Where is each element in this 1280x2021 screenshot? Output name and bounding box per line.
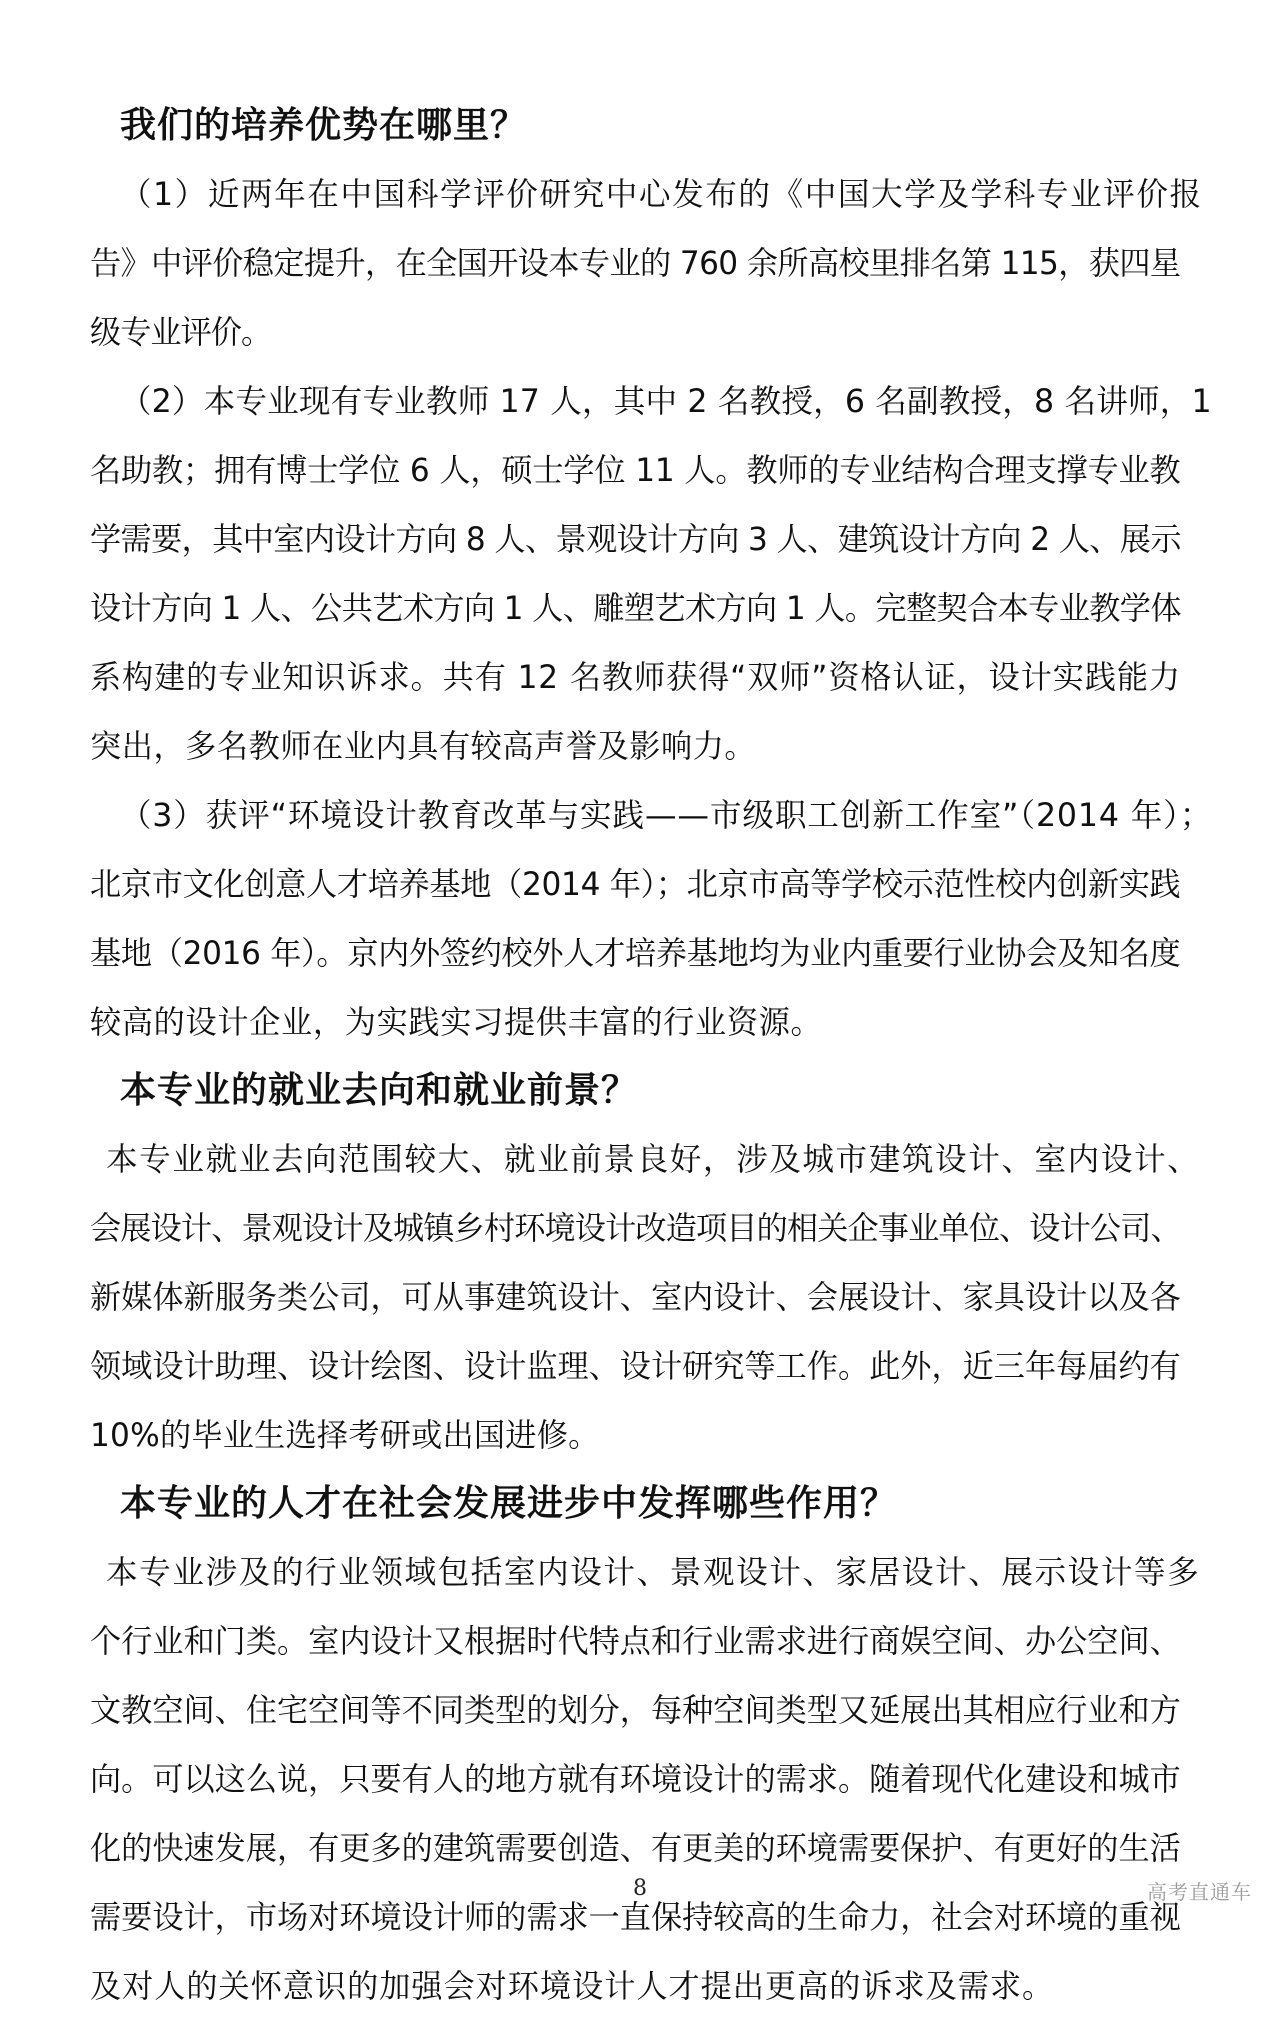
text-line: 突出，多名教师在业内具有较高声誉及影响力。 <box>90 727 757 765</box>
paragraph-advantage-2 <box>90 367 1240 781</box>
text-line: 会展设计、景观设计及城镇乡村环境设计改造项目的相关企事业单位、设计公司、 <box>90 1209 1181 1247</box>
paragraph-social-role <box>90 1538 1240 2021</box>
text-line: 需要设计，市场对环境设计师的需求一直保持较高的生命力，社会对环境的重视 <box>90 1898 1181 1936</box>
text-line: 基地（2016 年）。京内外签约校外人才培养基地均为业内重要行业协会及知名度 <box>90 934 1181 972</box>
text-line: 北京市文化创意人才培养基地（2014 年）；北京市高等学校示范性校内创新实践 <box>90 865 1181 903</box>
text-line: 本专业涉及的行业领域包括室内设计、景观设计、家居设计、展示设计等多 <box>106 1553 1201 1591</box>
text-line: （1）近两年在中国科学评价研究中心发布的《中国大学及学科专业评价报 <box>119 175 1203 213</box>
text-line: （3）获评“环境设计教育改革与实践——市级职工创新工作室”（2014 年）； <box>119 796 1213 834</box>
text-line: 名助教；拥有博士学位 6 人，硕士学位 11 人。教师的专业结构合理支撑专业教 <box>90 451 1181 489</box>
text-line: 个行业和门类。室内设计又根据时代特点和行业需求进行商娱空间、办公空间、 <box>90 1622 1181 1660</box>
text-line: 较高的设计企业，为实践实习提供丰富的行业资源。 <box>90 1003 823 1041</box>
text-line: 领域设计助理、设计绘图、设计监理、设计研究等工作。此外，近三年每届约有 <box>90 1347 1181 1385</box>
paragraph-employment <box>90 1125 1240 1470</box>
section-heading-advantages: 我们的培养优势在哪里？ <box>120 105 528 146</box>
text-line: 化的快速发展，有更多的建筑需要创造、有更美的环境需要保护、有更好的生活 <box>90 1829 1181 1867</box>
text-line: 10%的毕业生选择考研或出国进修。 <box>90 1416 600 1454</box>
section-heading-employment: 本专业的就业去向和就业前景？ <box>120 1070 639 1111</box>
text-line: 设计方向 1 人、公共艺术方向 1 人、雕塑艺术方向 1 人。完整契合本专业教学体 <box>90 589 1181 627</box>
watermark-text: 高考直通车 <box>1147 1880 1252 1904</box>
text-line: 及对人的关怀意识的加强会对环境设计人才提出更高的诉求及需求。 <box>90 1967 1055 2005</box>
text-line: 本专业就业去向范围较大、就业前景良好，涉及城市建筑设计、室内设计、 <box>106 1140 1201 1178</box>
text-line: 文教空间、住宅空间等不同类型的划分，每种空间类型又延展出其相应行业和方 <box>90 1691 1181 1729</box>
text-line: 系构建的专业知识诉求。共有 12 名教师获得“双师”资格认证，设计实践能力 <box>90 658 1182 696</box>
document-body <box>90 92 1240 2021</box>
text-line: 告》中评价稳定提升，在全国开设本专业的 760 余所高校里排名第 115，获四星 <box>90 244 1181 282</box>
text-line: 新媒体新服务类公司，可从事建筑设计、室内设计、会展设计、家具设计以及各 <box>90 1278 1181 1316</box>
text-line: （2）本专业现有专业教师 17 人，其中 2 名教授，6 名副教授，8 名讲师，1 <box>119 382 1212 420</box>
text-line: 向。可以这么说，只要有人的地方就有环境设计的需求。随着现代化建设和城市 <box>90 1760 1181 1798</box>
paragraph-advantage-3 <box>90 781 1240 1057</box>
text-line: 级专业评价。 <box>90 313 272 351</box>
paragraph-advantage-1 <box>90 160 1240 367</box>
page-number: 8 <box>633 1876 647 1901</box>
section-heading-social-role: 本专业的人才在社会发展进步中发挥哪些作用？ <box>120 1483 898 1524</box>
text-line: 学需要，其中室内设计方向 8 人、景观设计方向 3 人、建筑设计方向 2 人、展示 <box>90 520 1181 558</box>
